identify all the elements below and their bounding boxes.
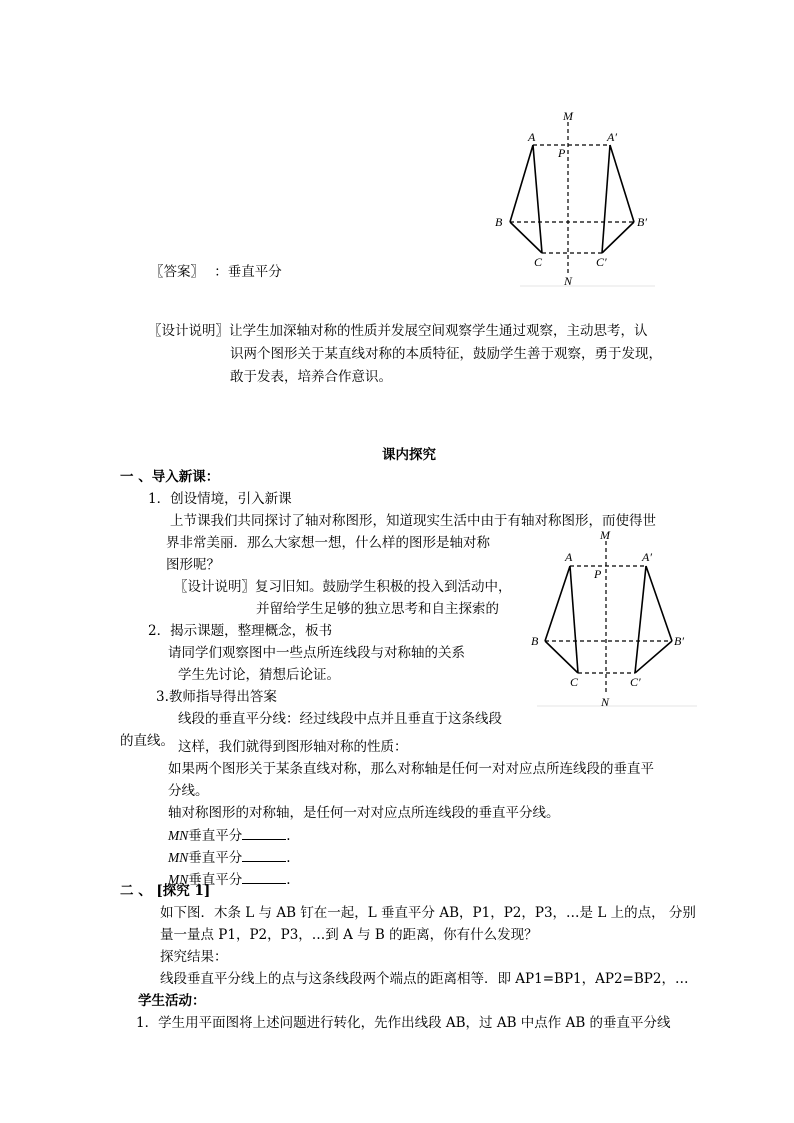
- fig1-segment-AB: [510, 145, 533, 222]
- fig2-label-N: N: [601, 695, 610, 709]
- fig2-segment-A'C': [635, 566, 646, 673]
- fig2-label-B-prime: B′: [674, 634, 684, 648]
- symmetry-figure-2: [527, 527, 702, 713]
- item3-line-1: 线段的垂直平分线：经过线段中点并且垂直于这条线段: [178, 711, 502, 727]
- item3-line-2: 的直线。: [120, 733, 174, 749]
- fig1-label-P: P: [558, 146, 566, 160]
- property-line-3: 轴对称图形的对称轴，是任何一对对应点所连线段的垂直平分线。: [168, 805, 560, 821]
- design-note-2-line-1: 〖设计说明〗复习旧知。鼓励学生积极的投入到活动中，: [174, 579, 512, 595]
- fig2-label-A: A: [565, 550, 573, 564]
- property-line-1: 如果两个图形关于某条直线对称，那么对称轴是任何一对对应点所连线段的垂直平: [168, 761, 654, 777]
- item2-title: 2．揭示课题，整理概念，板书: [148, 623, 333, 639]
- fig2-label-B: B: [531, 634, 539, 648]
- design-note-2-line-2: 并留给学生足够的独立思考和自主探索的: [256, 601, 499, 617]
- fig1-segment-B'C': [602, 222, 634, 253]
- answer-text: ：垂直平分: [214, 264, 282, 280]
- fig1-label-C-prime: C′: [596, 255, 607, 269]
- symmetry-figure-1: [490, 106, 660, 291]
- fig2-segment-AB: [545, 566, 570, 641]
- answer-blank[interactable]: [242, 851, 286, 862]
- fig2-segment-B'C': [635, 641, 672, 673]
- student-activity-line-1: 1．学生用平面图将上述问题进行转化，先作出线段 AB，过 AB 中点作 AB 的垂直平分线: [136, 1015, 671, 1031]
- mn-line-1: MN垂直平分 .: [168, 828, 291, 844]
- fig1-label-A: A: [528, 130, 536, 144]
- item2-line-1: 请同学们观察图中一些点所连线段与对称轴的关系: [168, 645, 465, 661]
- fig2-label-M: M: [600, 528, 610, 542]
- part2-heading: 二 、 [探究 1]: [120, 883, 211, 899]
- fig2-segment-AC: [570, 566, 578, 673]
- part2-line-2: 量一量点 P1，P2，P3，…到 A 与 B 的距离，你有什么发现？: [160, 927, 538, 943]
- section-title: 课内探究: [382, 447, 436, 463]
- fig1-segment-BC: [510, 222, 542, 253]
- fig1-label-N: N: [564, 274, 573, 288]
- fig1-segment-AC: [533, 145, 542, 253]
- fig1-label-M: M: [563, 109, 573, 123]
- item1-line-3: 图形呢？: [166, 557, 220, 573]
- fig1-label-C: C: [534, 255, 543, 269]
- design-note-1-line-2: 识两个图形关于某直线对称的本质特征，鼓励学生善于观察，勇于发现，: [230, 346, 662, 362]
- property-intro: 这样，我们就得到图形轴对称的性质：: [178, 739, 408, 755]
- item1-line-2: 界非常美丽．那么大家想一想，什么样的图形是轴对称: [166, 535, 490, 551]
- design-note-1-line-3: 敢于发表，培养合作意识。: [230, 369, 392, 385]
- fig2-label-A-prime: A′: [642, 550, 652, 564]
- result-label: 探究结果：: [160, 949, 228, 965]
- answer-blank[interactable]: [242, 829, 286, 840]
- part1-heading: 一 、导入新课：: [120, 469, 220, 485]
- answer-line: [150, 266, 282, 280]
- item2-line-2: 学生先讨论，猜想后论证。: [178, 667, 340, 683]
- item1-title: 1．创设情境，引入新课: [148, 491, 292, 507]
- part2-line-1: 如下图．木条 L 与 AB 钉在一起，L 垂直平分 AB，P1，P2，P3，…是 L 上的点， 分别: [160, 905, 696, 921]
- mn-line-2: MN垂直平分 .: [168, 850, 291, 866]
- student-activity-heading: 学生活动：: [138, 993, 206, 1009]
- design-note-1-line-1: 〖设计说明〗让学生加深轴对称的性质并发展空间观察学生通过观察，主动思考，认: [148, 323, 648, 339]
- fig1-label-B-prime: B′: [637, 215, 647, 229]
- item3-title: 3.教师指导得出答案: [156, 689, 277, 705]
- fig2-segment-A'B': [646, 566, 672, 641]
- fig2-label-C: C: [570, 675, 579, 689]
- fig2-label-P: P: [594, 567, 602, 581]
- design-note-1-label: 〖设计说明〗: [148, 323, 229, 339]
- fig1-label-B: B: [495, 215, 503, 229]
- item1-line-1: 上节课我们共同探讨了轴对称图形，知道现实生活中由于有轴对称图形，而使得世: [170, 513, 656, 529]
- mn-line-3: MN垂直平分 .: [168, 872, 291, 888]
- answer-blank[interactable]: [242, 873, 286, 884]
- result-line: 线段垂直平分线上的点与这条线段两个端点的距离相等．即 AP1=BP1，AP2=BP2，…: [160, 971, 689, 987]
- fig2-segment-BC: [545, 641, 578, 673]
- fig2-label-C-prime: C′: [630, 675, 641, 689]
- fig1-segment-A'B': [610, 145, 634, 222]
- fig1-segment-A'C': [602, 145, 610, 253]
- fig1-label-A-prime: A′: [607, 130, 617, 144]
- answer-label: 〖答案〗: [150, 264, 204, 280]
- property-line-2: 分线。: [168, 783, 209, 799]
